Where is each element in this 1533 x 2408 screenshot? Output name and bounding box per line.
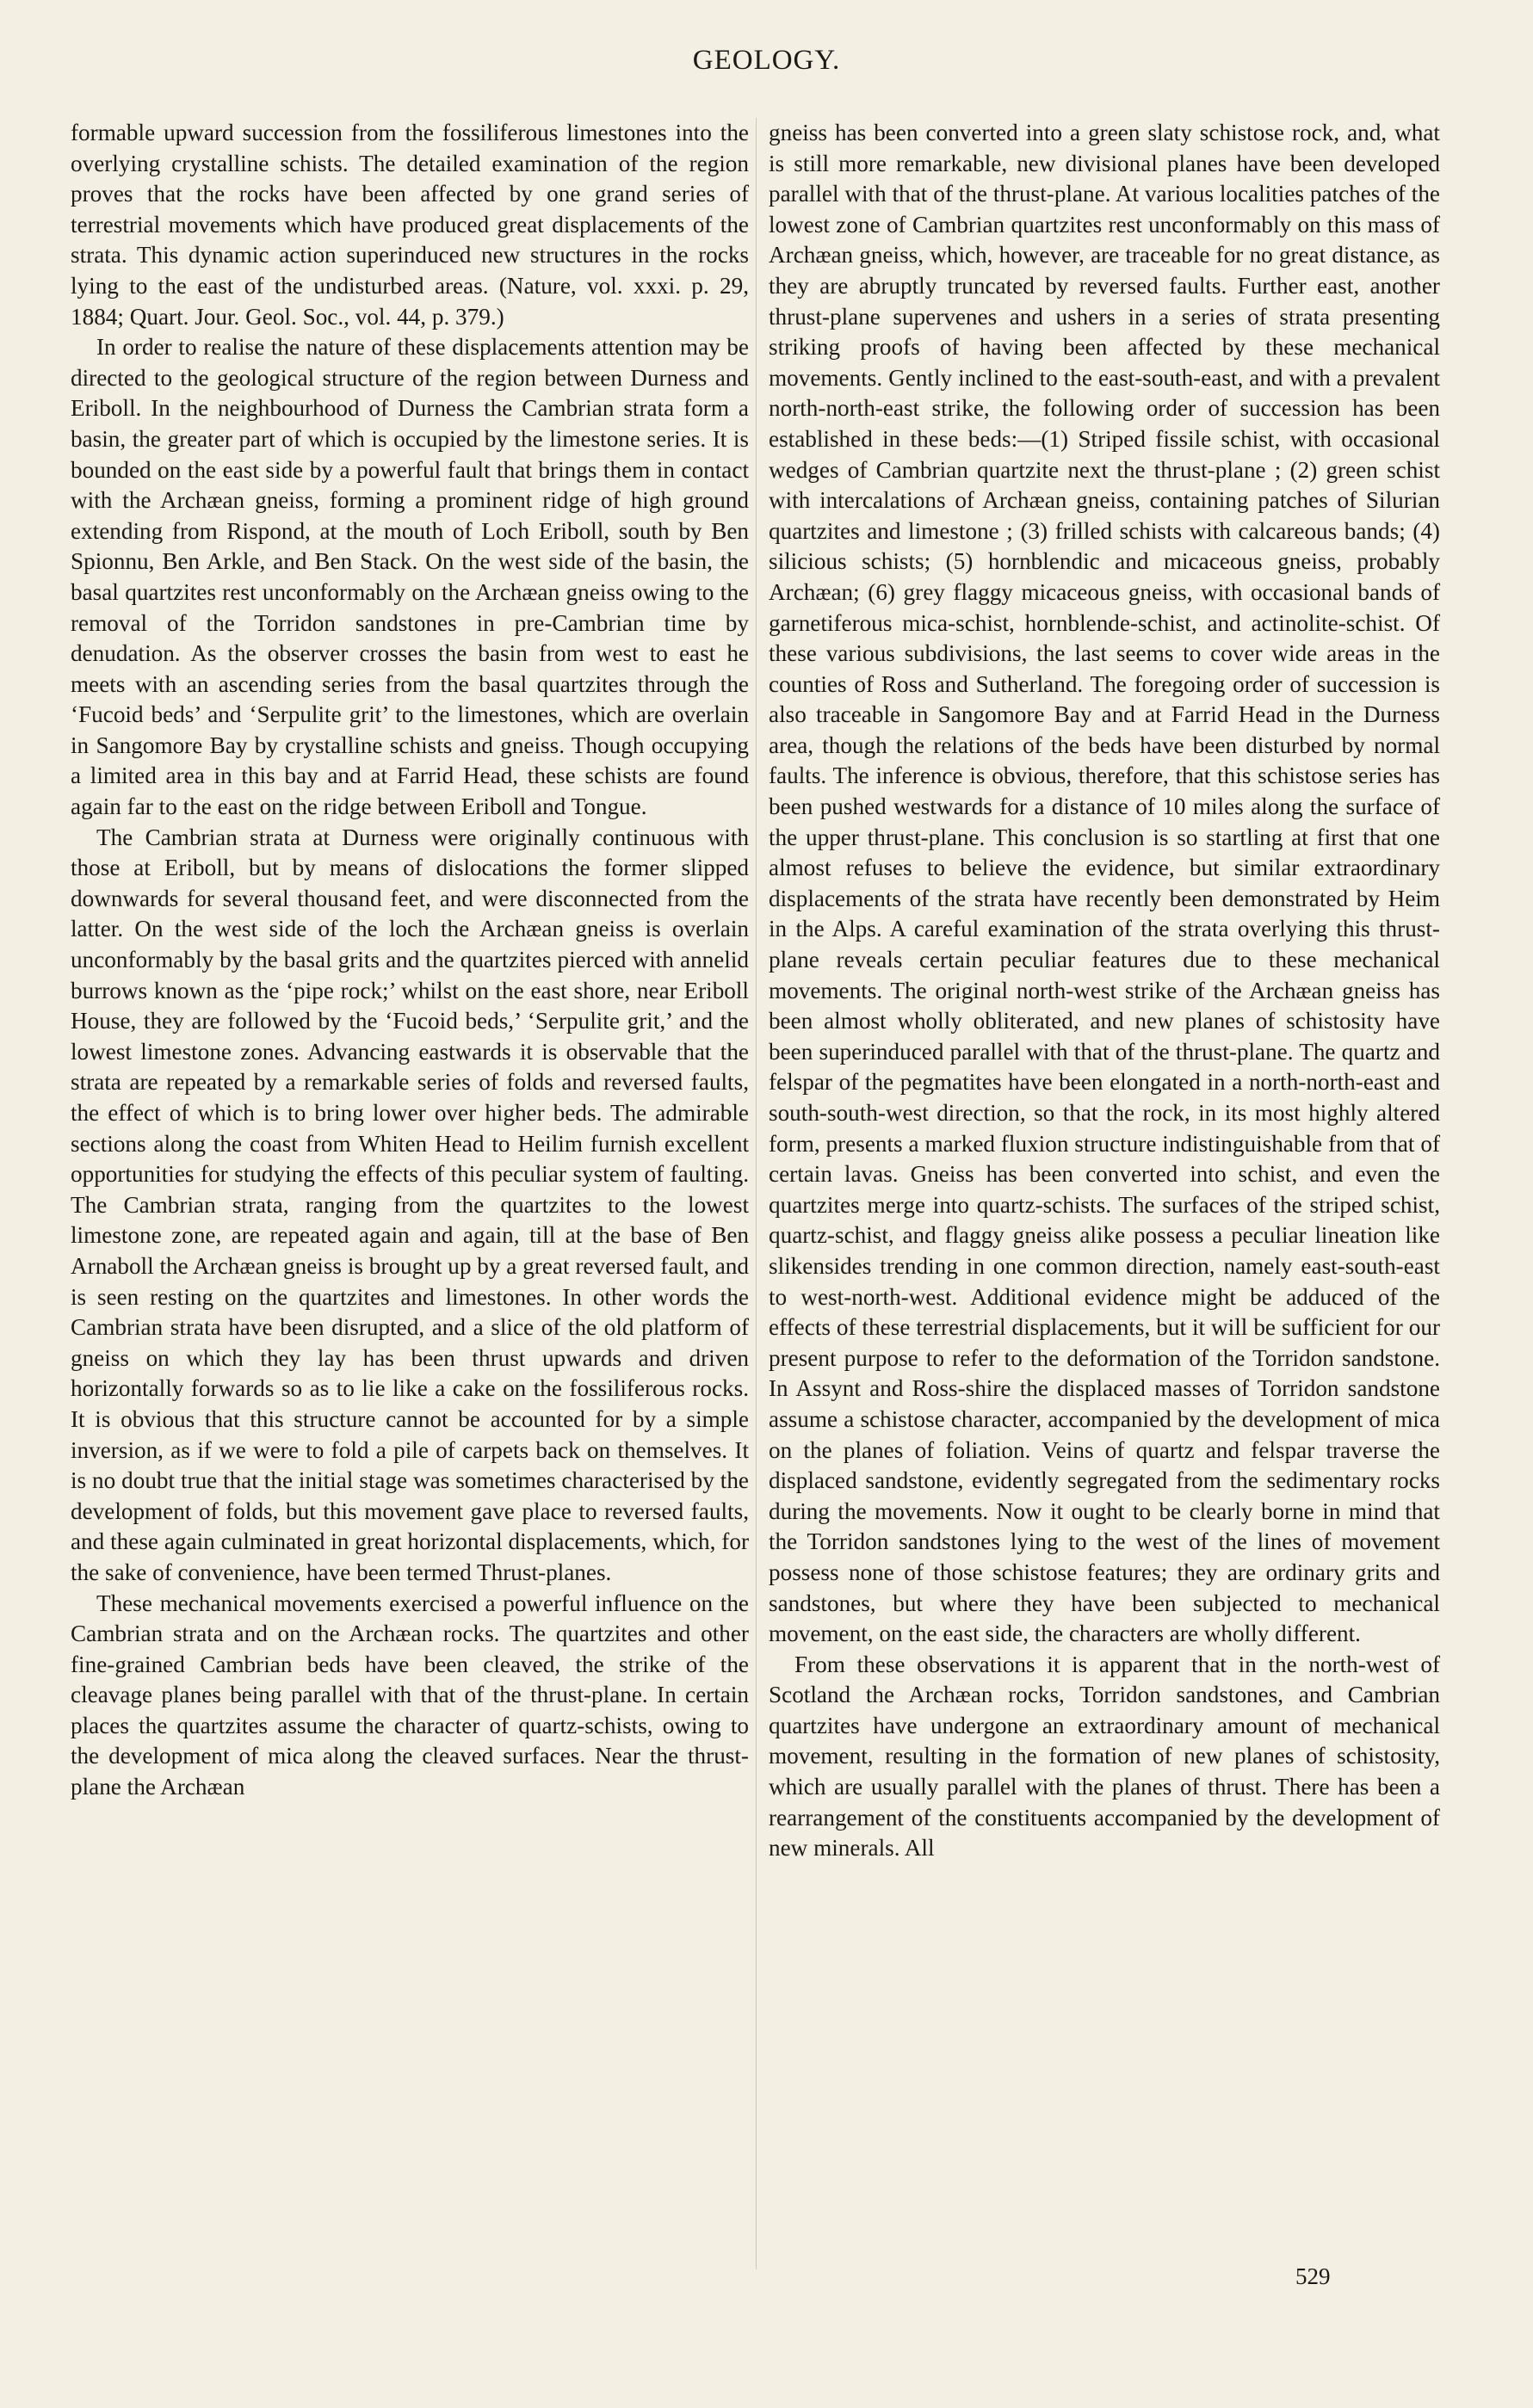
paragraph: These mechanical movements exercised a powerful influence on the Cambrian strata and on the Archæan rocks. The quartzites and other fine-grained Cambrian beds have been cleaved, the strike of the cleavage planes being parallel with that of the thrust-plane. In certain places the quartzites assume the character of quartz-schists, owing to the development of mica along the cleaved surfaces. Near the thrust-plane the Archæan bbox=[71, 1590, 749, 1800]
paragraph: In order to realise the nature of these displacements attention may be directed to the geological structure of the region between Durness and Eriboll. In the neighbourhood of Durness the Cambrian strata form a basin, the greater part of which is occupied by the limestone series. It is bounded on the east side by a powerful fault that brings them in contact with the Archæan gneiss, forming a prominent ridge of high ground extending from Rispond, at the mouth of Loch Eriboll, south by Ben Spionnu, Ben Arkle, and Ben Stack. On the west side of the basin, the basal quartzites rest unconformably on the Archæan gneiss owing to the removal of the Torridon sandstones in pre-Cambrian time by denudation. As the observer crosses the basin from west to east he meets with an ascending series from the basal quartzites through the ‘Fucoid beds’ and ‘Serpulite grit’ to the limestones, which are overlain in Sangomore Bay by crystalline schists and gneiss. Though occupying a limited area in this bay and at Farrid Head, these schists are found again far to the east on the ridge between Eriboll and Tongue. bbox=[71, 334, 749, 820]
column-divider bbox=[756, 118, 757, 2269]
page-number: 529 bbox=[1295, 2263, 1331, 2289]
running-head: GEOLOGY. bbox=[692, 45, 841, 76]
right-column bbox=[769, 118, 1440, 1864]
paragraph: The Cambrian strata at Durness were originally continuous with those at Eriboll, but by means of dislocations the former slipped downwards for several thousand feet, and were disconnected from the latter. On the west side of the loch the Archæan gneiss is overlain unconformably by the basal grits and the quartzites pierced with annelid burrows known as the ‘pipe rock;’ whilst on the east shore, near Eriboll House, they are followed by the ‘Fucoid beds,’ ‘Serpulite grit,’ and the lowest limestone zones. Advancing eastwards it is observable that the strata are repeated by a remarkable series of folds and reversed faults, the effect of which is to bring lower over higher beds. The admirable sections along the coast from Whiten Head to Heilim furnish excellent opportunities for studying the effects of this peculiar system of faulting. The Cambrian strata, ranging from the quartzites to the lowest limestone zone, are repeated again and again, till at the base of Ben Arnaboll the Archæan gneiss is brought up by a great reversed fault, and is seen resting on the quartzites and limestones. In other words the Cambrian strata have been disrupted, and a slice of the old platform of gneiss on which they lay has been thrust upwards and driven horizontally forwards so as to lie like a cake on the fossiliferous rocks. It is obvious that this structure cannot be accounted for by a simple inversion, as if we were to fold a pile of carpets back on themselves. It is no doubt true that the initial stage was sometimes characterised by the development of folds, but this movement gave place to reversed faults, and these again culminated in great horizontal displacements, which, for the sake of convenience, have been termed Thrust-planes. bbox=[71, 824, 749, 1585]
left-column bbox=[71, 118, 749, 1803]
paragraph: From these observations it is apparent that in the north-west of Scotland the Archæan rocks, Torridon sandstones, and Cambrian quartzites have undergone an extraordinary amount of mechanical movement, resulting in the formation of new planes of schistosity, which are usually parallel with the planes of thrust. There has been a rearrangement of the constituents accompanied by the development of new minerals. All bbox=[769, 1651, 1440, 1862]
paragraph: gneiss has been converted into a green slaty schistose rock, and, what is still more remarkable, new divisional planes have been developed parallel with that of the thrust-plane. At various localities patches of the lowest zone of Cambrian quartzites rest unconformably on this mass of Archæan gneiss, which, however, are traceable for no great distance, as they are abruptly truncated by reversed faults. Further east, another thrust-plane supervenes and ushers in a series of strata presenting striking proofs of having been affected by these mechanical movements. Gently inclined to the east-south-east, and with a prevalent north-north-east strike, the following order of succession has been established in these beds:—(1) Striped fissile schist, with occasional wedges of Cambrian quartzite next the thrust-plane ; (2) green schist with intercalations of Archæan gneiss, containing patches of Silurian quartzites and limestone ; (3) frilled schists with calcareous bands; (4) silicious schists; (5) hornblendic and micaceous gneiss, probably Archæan; (6) grey flaggy micaceous gneiss, with occasional bands of garnetiferous mica-schist, hornblende-schist, and actinolite-schist. Of these various subdivisions, the last seems to cover wide areas in the counties of Ross and Sutherland. The foregoing order of succession is also traceable in Sangomore Bay and at Farrid Head in the Durness area, though the relations of the beds have been disturbed by normal faults. The inference is obvious, therefore, that this schistose series has been pushed westwards for a distance of 10 miles along the surface of the upper thrust-plane. This conclusion is so startling at first that one almost refuses to believe the evidence, but similar extraordinary displacements of the strata have recently been demonstrated by Heim in the Alps. A careful examination of the strata overlying this thrust-plane reveals certain peculiar features due to these mechanical movements. The original north-west strike of the Archæan gneiss has been almost wholly obliterated, and new planes of schistosity have been superinduced parallel with that of the thrust-plane. The quartz and felspar of the pegmatites have been elongated in a north-north-east and south-south-west direction, so that the rock, in its most highly altered form, presents a marked fluxion structure indistinguishable from that of certain lavas. Gneiss has been converted into schist, and even the quartzites merge into quartz-schists. The surfaces of the striped schist, quartz-schist, and flaggy gneiss alike possess a peculiar lineation like slikensides trending in one common direction, namely east-south-east to west-north-west. Additional evidence might be adduced of the effects of these terrestrial displacements, but it will be sufficient for our present purpose to refer to the deformation of the Torridon sandstone. In Assynt and Ross-shire the displaced masses of Torridon sandstone assume a schistose character, accompanied by the development of mica on the planes of foliation. Veins of quartz and felspar traverse the displaced sandstone, evidently segregated from the sedimentary rocks during the movements. Now it ought to be clearly borne in mind that the Torridon sandstones lying to the west of the lines of movement possess none of those schistose features; they are ordinary grits and sandstones, but where they have been subjected to mechanical movement, on the east side, the characters are wholly different. bbox=[769, 120, 1440, 1647]
paragraph: formable upward succession from the fossiliferous limestones into the overlying crystalline schists. The detailed examination of the region proves that the rocks have been affected by one grand series of terrestrial movements which have produced great displacements of the strata. This dynamic action superinduced new structures in the rocks lying to the east of the undisturbed areas. (Nature, vol. xxxi. p. 29, 1884; Quart. Jour. Geol. Soc., vol. 44, p. 379.) bbox=[71, 120, 749, 330]
